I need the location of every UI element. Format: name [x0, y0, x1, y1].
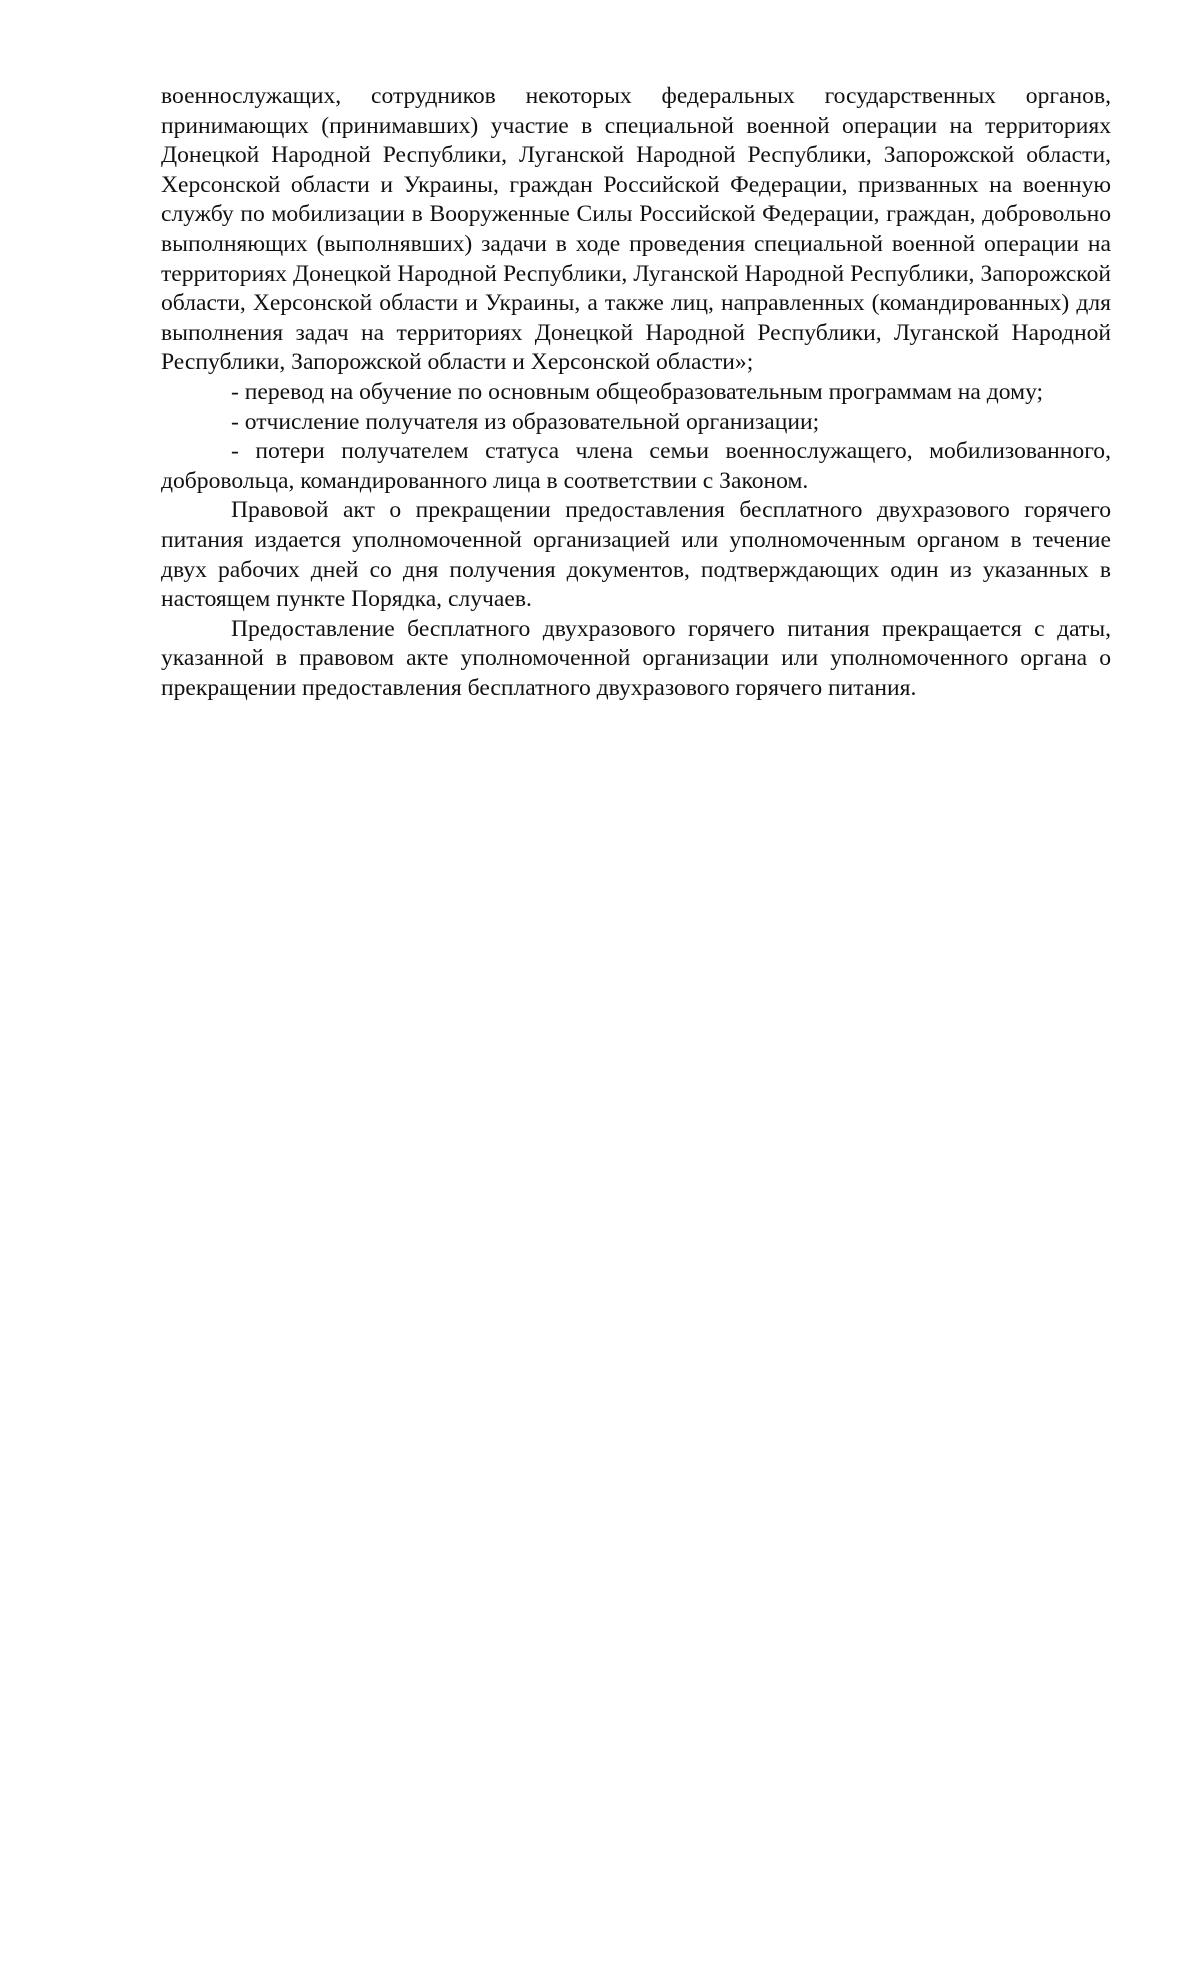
list-item-expulsion: - отчисление получателя из образовательной организации; [231, 408, 820, 435]
paragraph-legal-act: Правовой акт о прекращении предоставления бесплатного двухразового горячего питания издается уполномоченной организацией или уполномоченным органом в течение двух рабочих дней со дня получения документов, подтверждающих один из указанных в настоящем пункте Порядка, случаев. [161, 497, 1111, 613]
paragraph-continuation: военнослужащих, сотрудников некоторых федеральных государственных органов, принимающих (принимавших) участие в специальной военной операции на территориях Донецкой Народной Республики, Луганской Народной Республики, Запорожской области, Херсонской области и Украины, граждан Российской Федерации, призванных на военную службу по мобилизации в Вооруженные Силы Российской Федерации, граждан, добровольно выполняющих (выполнявших) задачи в ходе проведения специальной военной операции на территориях Донецкой Народной Республики, Луганской Народной Республики, Запорожской области, Херсонской области и Украины, а также лиц, направленных (командированных) для выполнения задач на территориях Донецкой Народной Республики, Луганской Народной Республики, Запорожской области и Херсонской области»; [161, 83, 1111, 376]
paragraph-termination: Предоставление бесплатного двухразового горячего питания прекращается с даты, указанной в правовом акте уполномоченной организации или уполномоченного органа о прекращении предоставления бесплатного двухразового горячего питания. [161, 615, 1111, 701]
list-item-home-schooling: - перевод на обучение по основным общеобразовательным программам на дому; [231, 378, 1044, 405]
document-body [161, 82, 1111, 703]
list-item-status-loss: - потери получателем статуса члена семьи военнослужащего, мобилизованного, добровольца, командированного лица в соответствии с Законом. [161, 438, 1111, 494]
